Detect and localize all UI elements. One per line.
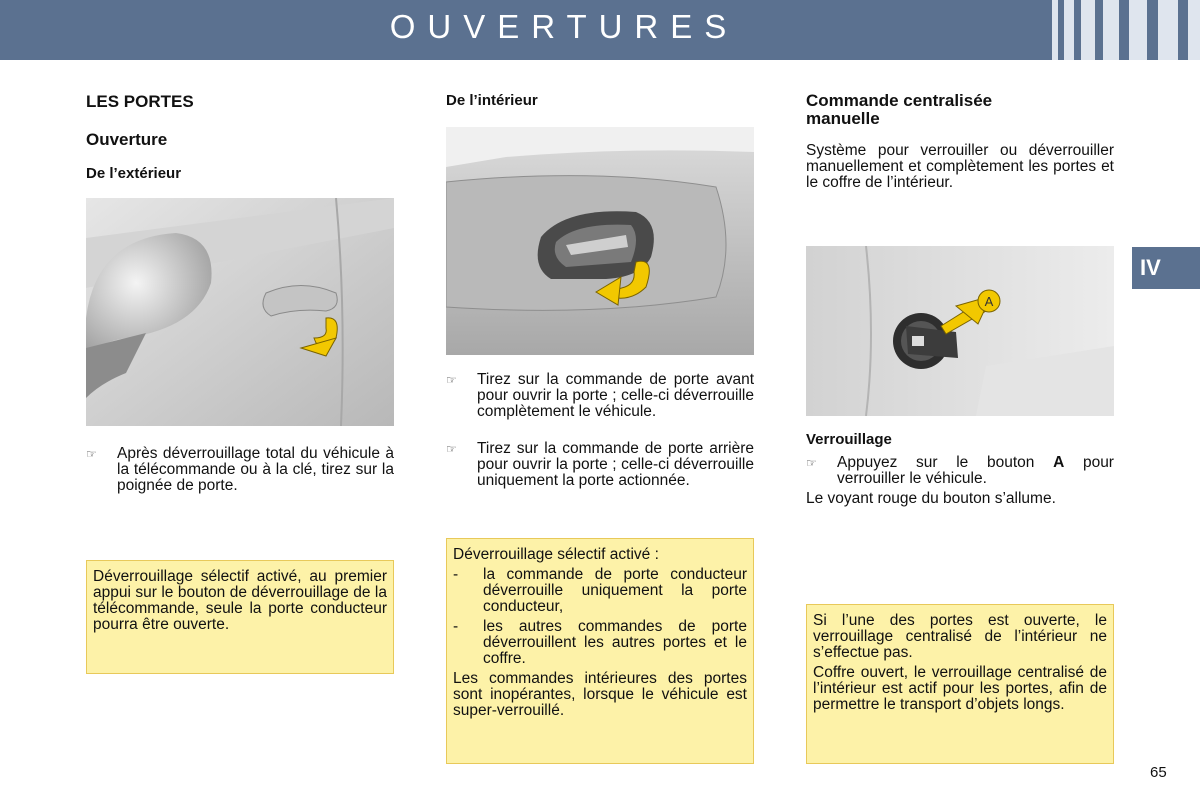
pointing-hand-icon: ☞ bbox=[446, 442, 457, 456]
dash-mark: - bbox=[453, 566, 459, 583]
bullet-text: Après déverrouillage total du véhicule à la télécommande ou à la clé, tirez sur la poignée de porte. bbox=[117, 445, 394, 494]
sub-heading-exterior: De l’extérieur bbox=[86, 165, 182, 182]
note-box-middle bbox=[446, 538, 754, 764]
pointing-hand-icon: ☞ bbox=[86, 447, 97, 461]
note-item-text: les autres commandes de porte déverrouillent les autres portes et le coffre. bbox=[483, 618, 747, 667]
note-outro: Les commandes intérieures des portes sont inopérantes, lorsque le véhicule est super-verrouillé. bbox=[453, 670, 747, 719]
dash-mark: - bbox=[453, 618, 459, 635]
figure-label-a: A bbox=[984, 294, 994, 309]
header-stripe bbox=[1188, 0, 1200, 60]
chapter-tab: IV bbox=[1132, 247, 1200, 289]
page-title: OUVERTURES bbox=[389, 8, 739, 45]
bullet-text: Tirez sur la commande de porte arrière pour ouvrir la porte ; celle-ci déverrouille uniquement la porte actionnée. bbox=[477, 440, 754, 489]
note-text: Déverrouillage sélectif activé, au premier appui sur le bouton de déverrouillage de la télécommande, seule la porte conducteur pourra être ouverte. bbox=[93, 568, 387, 633]
note-text: Coffre ouvert, le verrouillage centralisé de l’intérieur est actif pour les portes, afin de permettre le transport d’objets longs. bbox=[813, 664, 1107, 713]
header-stripe bbox=[1081, 0, 1095, 60]
bullet-text bbox=[837, 455, 1114, 487]
header-stripe bbox=[1103, 0, 1119, 60]
note-intro: Déverrouillage sélectif activé : bbox=[453, 546, 659, 563]
note-list-item bbox=[453, 619, 747, 667]
sub-heading-interior: De l’intérieur bbox=[446, 92, 538, 109]
indicator-text: Le voyant rouge du bouton s’allume. bbox=[806, 490, 1056, 507]
bullet-locking bbox=[806, 455, 1114, 487]
interior-door-handle-figure bbox=[446, 127, 754, 355]
bullet-text-pre: Appuyez sur le bouton bbox=[837, 454, 1054, 471]
note-text: Si l’une des portes est ouverte, le verrouillage centralisé de l’intérieur ne s’effectue pas. bbox=[813, 612, 1107, 661]
note-item-text: la commande de porte conducteur déverrouille uniquement la porte conducteur, bbox=[483, 566, 747, 615]
note-box-right bbox=[806, 604, 1114, 764]
header-stripe bbox=[1129, 0, 1147, 60]
note-box-left bbox=[86, 560, 394, 674]
pointing-hand-icon: ☞ bbox=[446, 373, 457, 387]
page-number: 65 bbox=[1150, 764, 1167, 781]
central-locking-intro: Système pour verrouiller ou déverrouiller manuellement et complètement les portes et le coffre de l’intérieur. bbox=[806, 142, 1114, 191]
bullet-rear-door bbox=[446, 441, 754, 489]
bullet-exterior bbox=[86, 446, 394, 494]
page-header bbox=[0, 0, 1200, 60]
bullet-text-post: pour verrouiller le véhicule. bbox=[837, 454, 1114, 487]
section-title-central-locking: Commande centralisée manuelle bbox=[806, 91, 993, 128]
header-stripe bbox=[1158, 0, 1178, 60]
pointing-hand-icon: ☞ bbox=[806, 456, 817, 470]
section-title: LES PORTES bbox=[86, 92, 194, 111]
central-locking-button-figure bbox=[806, 246, 1114, 416]
note-list-item bbox=[453, 567, 747, 615]
bullet-text: Tirez sur la commande de porte avant pour ouvrir la porte ; celle-ci déverrouille complètement le véhicule. bbox=[477, 371, 754, 420]
subsection-title: Ouverture bbox=[86, 130, 168, 149]
header-stripe bbox=[1064, 0, 1074, 60]
header-stripe bbox=[1052, 0, 1058, 60]
button-a-label: A bbox=[1053, 454, 1065, 471]
bullet-front-door bbox=[446, 372, 754, 420]
sub-heading-locking: Verrouillage bbox=[806, 431, 892, 448]
exterior-door-handle-figure bbox=[86, 198, 394, 426]
